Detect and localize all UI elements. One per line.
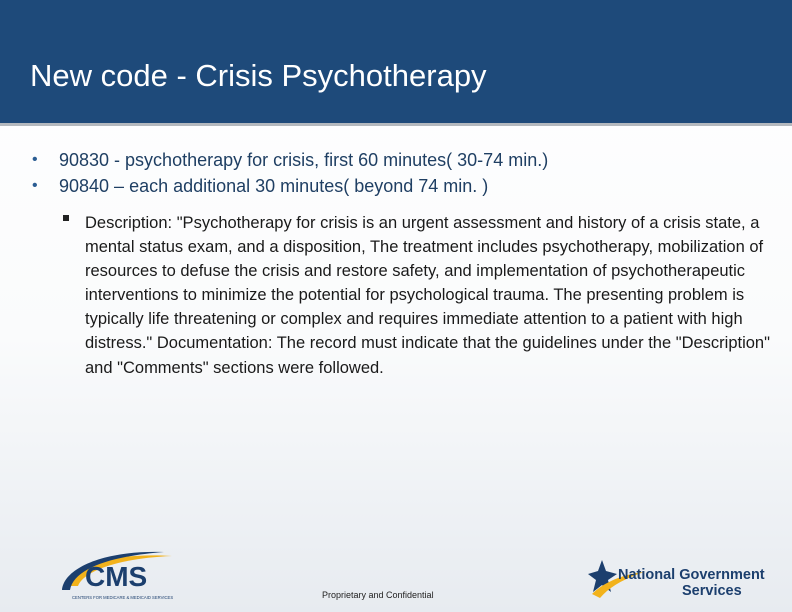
square-bullet-icon bbox=[63, 215, 69, 221]
bullet-text: 90830 - psychotherapy for crisis, first 60 minutes( 30-74 min.) bbox=[59, 150, 549, 170]
bullet-item bbox=[28, 147, 778, 173]
confidential-label: Proprietary and Confidential bbox=[322, 590, 434, 600]
bullet-text: 90840 – each additional 30 minutes( beyond 74 min. ) bbox=[59, 176, 489, 196]
slide-title: New code - Crisis Psychotherapy bbox=[30, 58, 487, 93]
bullet-dot-icon: • bbox=[32, 177, 38, 194]
sub-bullet-text: Description: "Psychotherapy for crisis is an urgent assessment and history of a crisis state, a mental status exam, and a disposition, The treatment includes psychotherapy, mobilization of resources to defuse the crisis and restore safety, and implementation of psychotherapeutic interventions to minimize the potential for psychological trauma. The presenting problem is typically life threatening or complex and requires immediate attention to a patient with high distress." Documentation: The record must indicate that the guidelines under the "Description" and "Comments" sections were followed. bbox=[85, 214, 770, 377]
bullet-list bbox=[28, 147, 778, 199]
ngs-logo-line1: National Government bbox=[618, 567, 765, 583]
bullet-dot-icon: • bbox=[32, 151, 38, 168]
bullet-item bbox=[28, 173, 778, 199]
sub-bullet bbox=[63, 211, 775, 380]
cms-logo bbox=[52, 546, 212, 608]
slide-header bbox=[0, 0, 792, 126]
cms-logo-subtext: CENTERS FOR MEDICARE & MEDICAID SERVICES bbox=[72, 595, 174, 600]
cms-logo-text: CMS bbox=[85, 561, 148, 592]
ngs-logo-line2: Services bbox=[682, 583, 742, 599]
ngs-logo bbox=[584, 552, 792, 602]
